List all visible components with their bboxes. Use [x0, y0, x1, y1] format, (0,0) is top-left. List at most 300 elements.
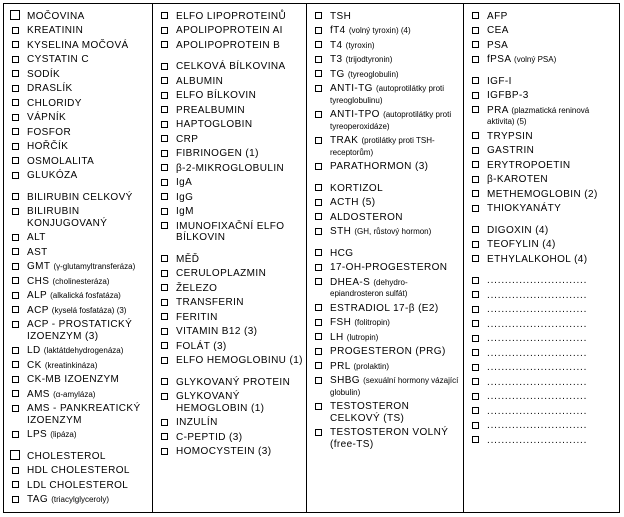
test-item-ams[interactable] — [10, 387, 150, 402]
test-item-ast[interactable] — [10, 245, 150, 260]
test-item-bilirubin-konjugovany[interactable] — [10, 205, 147, 231]
checkbox[interactable] — [12, 431, 19, 438]
test-item-ck-mb-izoenzym[interactable] — [10, 373, 150, 388]
test-item-albumin[interactable] — [159, 74, 304, 89]
test-note: (prolaktin) — [353, 361, 390, 371]
checkbox[interactable] — [12, 128, 19, 135]
test-label: PRA — [487, 104, 509, 116]
test-note: (tyroxin) — [345, 40, 375, 50]
test-item-trypsin[interactable] — [470, 129, 618, 144]
test-note: (γ-glutamyltransferáza) — [53, 262, 136, 271]
test-item-methemoglobin-2[interactable] — [470, 187, 618, 202]
test-label: KORTIZOL — [330, 182, 384, 194]
test-item-elfo-hemoglobinu-1[interactable] — [159, 354, 304, 369]
test-item-imunofixacni-elfo-bilkovin[interactable] — [159, 219, 301, 245]
checkbox[interactable] — [161, 63, 168, 70]
test-label: AMS - PANKREATICKÝ IZOENZYM — [27, 403, 141, 426]
checkbox[interactable] — [12, 41, 19, 48]
test-item-elfo-bilkovin[interactable] — [159, 89, 304, 104]
test-item-fosfor[interactable] — [10, 125, 150, 140]
checkbox[interactable] — [472, 147, 479, 154]
test-item-igm[interactable] — [159, 205, 304, 220]
test-item-igfbp-3[interactable] — [470, 89, 618, 104]
blank-line-dots: ............................ — [487, 333, 588, 344]
blank-order-line[interactable] — [470, 375, 618, 390]
test-item-ck[interactable] — [10, 358, 150, 373]
test-item-glukoza[interactable] — [10, 169, 150, 184]
checkbox[interactable] — [161, 433, 168, 440]
checkbox[interactable] — [472, 407, 479, 414]
test-item-trak[interactable] — [313, 134, 460, 160]
test-item-17-oh-progesteron[interactable] — [313, 261, 461, 276]
test-note: (alkalická fosfatáza) — [50, 291, 121, 300]
test-item-osmolalita[interactable] — [10, 154, 150, 169]
test-label: FIBRINOGEN (1) — [176, 148, 259, 159]
test-label: BILIRUBIN KONJUGOVANÝ — [27, 206, 108, 229]
test-label: AMS — [27, 388, 50, 400]
checkbox[interactable] — [315, 429, 322, 436]
test-item-fibrinogen-1[interactable] — [159, 147, 304, 162]
column-divider — [152, 4, 153, 512]
test-item-alp[interactable] — [10, 289, 150, 304]
checkbox[interactable] — [12, 347, 19, 354]
checkbox[interactable] — [315, 111, 322, 118]
blank-order-line[interactable] — [470, 303, 618, 318]
test-item-ldl-cholesterol[interactable] — [10, 478, 150, 493]
checkbox[interactable] — [12, 306, 19, 313]
checkbox[interactable] — [12, 193, 19, 200]
test-label: FOLÁT (3) — [176, 340, 227, 352]
checkbox[interactable] — [12, 292, 19, 299]
test-label: ACP — [27, 304, 49, 316]
test-item-ld[interactable] — [10, 344, 150, 359]
test-item-pra[interactable] — [470, 103, 612, 129]
test-item-acth-5[interactable] — [313, 196, 461, 211]
test-item-testosteron-volny-free-ts[interactable] — [313, 426, 460, 452]
test-label: MĚĎ — [176, 253, 200, 265]
checkbox[interactable] — [315, 377, 322, 384]
test-item-hdl-cholesterol[interactable] — [10, 464, 150, 479]
checkbox[interactable] — [315, 249, 322, 256]
checkbox[interactable] — [161, 121, 168, 128]
checkbox[interactable] — [161, 419, 168, 426]
test-item-erytropoetin[interactable] — [470, 158, 618, 173]
test-item-bilirubin-celkovy[interactable] — [10, 190, 150, 205]
checkbox[interactable] — [472, 190, 479, 197]
test-item-chloridy[interactable] — [10, 96, 150, 111]
test-item-prl[interactable] — [313, 359, 461, 374]
checkbox[interactable] — [472, 306, 479, 313]
test-item-hcg[interactable] — [313, 246, 461, 261]
test-item-tsh[interactable] — [313, 9, 461, 24]
checkbox[interactable] — [472, 277, 479, 284]
test-item-c-peptid-3[interactable] — [159, 430, 304, 445]
test-item-afp[interactable] — [470, 9, 618, 24]
test-label: IgG — [176, 191, 194, 203]
test-item-tag[interactable] — [10, 493, 150, 508]
checkbox[interactable] — [315, 304, 322, 311]
test-item-elfo-lipoproteinu[interactable] — [159, 9, 304, 24]
blank-order-line[interactable] — [470, 390, 618, 405]
test-item-vapnik[interactable] — [10, 111, 150, 126]
test-item-haptoglobin[interactable] — [159, 118, 304, 133]
checkbox[interactable] — [472, 41, 479, 48]
checkbox[interactable] — [472, 226, 479, 233]
test-item-gmt[interactable] — [10, 260, 150, 275]
checkbox[interactable] — [315, 137, 322, 144]
test-note: (kyselá fosfatáza) (3) — [51, 305, 127, 315]
checkbox[interactable] — [12, 248, 19, 255]
checkbox[interactable] — [315, 12, 322, 19]
test-item-feritin[interactable] — [159, 310, 304, 325]
test-note: (lutropin) — [346, 332, 379, 342]
test-label: DIGOXIN (4) — [487, 224, 549, 236]
checkbox[interactable] — [161, 179, 168, 186]
test-item-celkova-bilkovina[interactable] — [159, 60, 304, 75]
checkbox[interactable] — [12, 70, 19, 77]
checkbox[interactable] — [472, 349, 479, 356]
checkbox[interactable] — [12, 361, 19, 368]
test-item-shbg[interactable] — [313, 374, 460, 400]
test-label: DHEA-S — [330, 276, 371, 288]
test-label: ALP — [27, 290, 47, 301]
test-item-transferin[interactable] — [159, 296, 304, 311]
checkbox[interactable] — [12, 56, 19, 63]
test-label: APOLIPOPROTEIN B — [176, 39, 281, 51]
test-item-acp-prostaticky-izoenzym-3[interactable] — [10, 318, 147, 344]
checkbox[interactable] — [12, 390, 19, 397]
test-item-folat-3[interactable] — [159, 339, 304, 354]
test-item-gastrin[interactable] — [470, 144, 618, 159]
checkbox[interactable] — [12, 99, 19, 106]
test-note: (laktátdehydrogenáza) — [43, 346, 124, 355]
checkbox[interactable] — [161, 77, 168, 84]
checkbox[interactable] — [12, 496, 19, 503]
test-item-kortizol[interactable] — [313, 181, 461, 196]
checkbox[interactable] — [161, 255, 168, 262]
test-label: FOSFOR — [27, 126, 72, 138]
test-item-fpsa[interactable] — [470, 53, 618, 68]
test-item-testosteron-celkovy-ts[interactable] — [313, 400, 460, 426]
checkbox[interactable] — [472, 12, 479, 19]
test-label: CYSTATIN C — [27, 54, 89, 65]
checkbox[interactable] — [315, 184, 322, 191]
test-label: SHBG — [330, 375, 360, 386]
test-item-fsh[interactable] — [313, 316, 461, 331]
checkbox[interactable] — [315, 264, 322, 271]
column-divider — [463, 4, 464, 512]
checkbox[interactable] — [315, 27, 322, 34]
checkbox[interactable] — [161, 208, 168, 215]
test-item-kreatinin[interactable] — [10, 24, 150, 39]
checkbox[interactable] — [161, 299, 168, 306]
test-item-psa[interactable] — [470, 38, 618, 53]
checkbox[interactable] — [161, 41, 168, 48]
checkbox[interactable] — [161, 284, 168, 291]
group-spacer — [313, 239, 461, 246]
checkbox[interactable] — [472, 77, 479, 84]
checkbox[interactable] — [161, 92, 168, 99]
checkbox[interactable] — [12, 143, 19, 150]
test-label: TSH — [330, 10, 352, 22]
checkbox[interactable] — [12, 481, 19, 488]
test-label: HDL CHOLESTEROL — [27, 465, 130, 476]
test-item-anti-tpo[interactable] — [313, 108, 460, 134]
checkbox[interactable] — [472, 176, 479, 183]
test-item-lps[interactable] — [10, 428, 150, 443]
test-item-vitamin-b12-3[interactable] — [159, 325, 304, 340]
test-item-t4[interactable] — [313, 38, 461, 53]
test-item-igg[interactable] — [159, 190, 304, 205]
checkbox[interactable] — [161, 150, 168, 157]
test-label: SODÍK — [27, 68, 61, 80]
checkbox[interactable] — [12, 208, 19, 215]
checkbox[interactable] — [12, 157, 19, 164]
checkbox[interactable] — [315, 348, 322, 355]
test-item-prealbumin[interactable] — [159, 103, 304, 118]
test-note: (lipáza) — [50, 430, 77, 439]
blank-order-line[interactable] — [470, 274, 618, 289]
test-item-mocovina[interactable] — [10, 9, 150, 24]
checkbox[interactable] — [315, 362, 322, 369]
test-label: PSA — [487, 39, 509, 51]
test-note: (volný PSA) — [514, 55, 557, 64]
test-item-dhea-s[interactable] — [313, 275, 460, 301]
checkbox[interactable] — [161, 222, 168, 229]
test-item-2-mikroglobulin[interactable] — [159, 161, 304, 176]
test-item-iga[interactable] — [159, 176, 304, 191]
checkbox[interactable] — [315, 228, 322, 235]
test-label: fT4 — [330, 25, 346, 36]
test-label: VÁPNÍK — [27, 112, 67, 123]
checkbox[interactable] — [472, 320, 479, 327]
blank-line-dots: ............................ — [487, 347, 588, 359]
blank-order-line[interactable] — [470, 317, 618, 332]
test-note: (kreatinkináza) — [44, 360, 98, 370]
blank-order-line[interactable] — [470, 346, 618, 361]
checkbox[interactable] — [161, 393, 168, 400]
test-note: (cholinesteráza) — [52, 276, 110, 286]
checkbox[interactable] — [472, 161, 479, 168]
test-label: LDL CHOLESTEROL — [27, 479, 129, 491]
checkbox[interactable] — [315, 70, 322, 77]
checkbox[interactable] — [10, 450, 20, 460]
test-label: ESTRADIOL 17-β (E2) — [330, 302, 439, 314]
test-note: (autoprotilátky proti tyreoperoxidáze) — [330, 110, 452, 131]
checkbox[interactable] — [472, 393, 479, 400]
test-item-lh[interactable] — [313, 330, 461, 345]
checkbox[interactable] — [315, 213, 322, 220]
blank-order-line[interactable] — [470, 404, 618, 419]
column-4 — [470, 9, 618, 448]
checkbox[interactable] — [472, 436, 479, 443]
test-item-digoxin-4[interactable] — [470, 223, 618, 238]
checkbox[interactable] — [161, 357, 168, 364]
checkbox[interactable] — [12, 405, 19, 412]
checkbox[interactable] — [12, 27, 19, 34]
test-item-cholesterol[interactable] — [10, 449, 150, 464]
test-label: TESTOSTERON CELKOVÝ (TS) — [330, 401, 410, 424]
test-item-apolipoprotein-b[interactable] — [159, 38, 304, 53]
checkbox[interactable] — [472, 205, 479, 212]
test-item-teofylin-4[interactable] — [470, 238, 618, 253]
checkbox[interactable] — [472, 241, 479, 248]
checkbox[interactable] — [161, 12, 168, 19]
blank-order-line[interactable] — [470, 288, 618, 303]
checkbox[interactable] — [472, 106, 479, 113]
test-label: IMUNOFIXAČNÍ ELFO BÍLKOVIN — [176, 220, 285, 243]
test-label: β-2-MIKROGLOBULIN — [176, 162, 285, 174]
test-item-glykovany-hemoglobin-1[interactable] — [159, 390, 301, 416]
test-item-ethylalkohol-4[interactable] — [470, 252, 618, 267]
checkbox[interactable] — [12, 172, 19, 179]
test-label: IGF-I — [487, 75, 512, 87]
test-item-cea[interactable] — [470, 24, 618, 39]
test-label: CEA — [487, 25, 509, 36]
test-item-progesteron-prg[interactable] — [313, 345, 461, 360]
checkbox[interactable] — [161, 193, 168, 200]
checkbox[interactable] — [472, 255, 479, 262]
checkbox[interactable] — [12, 277, 19, 284]
blank-line-dots: ............................ — [487, 376, 588, 388]
test-item-acp[interactable] — [10, 303, 150, 318]
test-label: CRP — [176, 133, 199, 145]
test-label: ANTI-TG — [330, 83, 373, 94]
test-note: (autoprotilátky proti tyreoglobulinu) — [330, 84, 445, 105]
checkbox[interactable] — [12, 376, 19, 383]
test-label: TESTOSTERON VOLNÝ (free-TS) — [330, 427, 449, 450]
test-item-sth[interactable] — [313, 225, 461, 240]
blank-order-line[interactable] — [470, 361, 618, 376]
test-label: 17-OH-PROGESTERON — [330, 262, 448, 273]
checkbox[interactable] — [315, 319, 322, 326]
blank-line-dots: ............................ — [487, 289, 588, 301]
checkbox[interactable] — [161, 378, 168, 385]
test-item-aldosteron[interactable] — [313, 210, 461, 225]
checkbox[interactable] — [315, 333, 322, 340]
group-spacer — [470, 267, 618, 274]
test-note: (trijodtyronin) — [345, 55, 393, 64]
test-item-thiokyanaty[interactable] — [470, 202, 618, 217]
test-item-chs[interactable] — [10, 274, 150, 289]
test-item-ft4[interactable] — [313, 24, 461, 39]
checkbox[interactable] — [315, 56, 322, 63]
test-label: ALBUMIN — [176, 75, 224, 87]
checkbox[interactable] — [472, 422, 479, 429]
checkbox[interactable] — [315, 403, 322, 410]
group-spacer — [10, 183, 150, 190]
checkbox[interactable] — [472, 27, 479, 34]
test-item-inzulin[interactable] — [159, 416, 304, 431]
blank-order-line[interactable] — [470, 419, 618, 434]
test-item-alt[interactable] — [10, 231, 150, 246]
checkbox[interactable] — [161, 328, 168, 335]
checkbox[interactable] — [315, 85, 322, 92]
checkbox[interactable] — [161, 448, 168, 455]
checkbox[interactable] — [161, 342, 168, 349]
checkbox[interactable] — [12, 263, 19, 270]
test-item-med[interactable] — [159, 252, 304, 267]
checkbox[interactable] — [161, 135, 168, 142]
test-item-parathormon-3[interactable] — [313, 160, 461, 175]
checkbox[interactable] — [161, 164, 168, 171]
test-label: CK — [27, 359, 42, 371]
checkbox[interactable] — [472, 378, 479, 385]
test-note: (plazmatická reninová aktivita) (5) — [487, 105, 590, 126]
test-item-homocystein-3[interactable] — [159, 445, 304, 460]
checkbox[interactable] — [161, 313, 168, 320]
test-item-crp[interactable] — [159, 132, 304, 147]
test-item-apolipoprotein-ai[interactable] — [159, 24, 304, 39]
test-item-draslik[interactable] — [10, 82, 150, 97]
test-label: CHS — [27, 275, 50, 287]
test-label: LH — [330, 331, 344, 343]
test-item-horcik[interactable] — [10, 140, 150, 155]
test-label: PROGESTERON (PRG) — [330, 346, 446, 357]
test-item-zelezo[interactable] — [159, 281, 304, 296]
blank-order-line[interactable] — [470, 332, 618, 347]
test-label: fPSA — [487, 54, 511, 65]
checkbox[interactable] — [315, 163, 322, 170]
test-label: VITAMIN B12 (3) — [176, 326, 258, 337]
test-item-karoten[interactable] — [470, 173, 618, 188]
checkbox[interactable] — [315, 199, 322, 206]
blank-order-line[interactable] — [470, 433, 618, 448]
blank-line-dots: ............................ — [487, 405, 588, 417]
checkbox[interactable] — [12, 234, 19, 241]
test-item-ams-pankreaticky-izoenzym[interactable] — [10, 402, 147, 428]
checkbox[interactable] — [472, 364, 479, 371]
checkbox[interactable] — [161, 270, 168, 277]
test-label: ELFO LIPOPROTEINŮ — [176, 10, 287, 22]
checkbox[interactable] — [12, 321, 19, 328]
checkbox[interactable] — [12, 85, 19, 92]
checkbox[interactable] — [472, 335, 479, 342]
test-item-ceruloplazmin[interactable] — [159, 267, 304, 282]
test-item-tg[interactable] — [313, 67, 461, 82]
test-item-glykovany-protein[interactable] — [159, 375, 304, 390]
test-item-kyselina-mocova[interactable] — [10, 38, 150, 53]
checkbox[interactable] — [472, 291, 479, 298]
checkbox[interactable] — [161, 106, 168, 113]
checkbox[interactable] — [315, 41, 322, 48]
test-item-estradiol-17-e2[interactable] — [313, 301, 461, 316]
test-item-t3[interactable] — [313, 53, 461, 68]
checkbox[interactable] — [472, 56, 479, 63]
checkbox[interactable] — [12, 114, 19, 121]
test-label: AST — [27, 246, 48, 258]
test-item-sodik[interactable] — [10, 67, 150, 82]
test-label: LD — [27, 345, 41, 356]
test-label: ELFO HEMOGLOBINU (1) — [176, 355, 303, 366]
test-item-anti-tg[interactable] — [313, 82, 460, 108]
test-label: KYSELINA MOČOVÁ — [27, 39, 129, 51]
checkbox[interactable] — [10, 10, 20, 20]
checkbox[interactable] — [315, 278, 322, 285]
test-label: ETHYLALKOHOL (4) — [487, 253, 588, 265]
checkbox[interactable] — [161, 27, 168, 34]
checkbox[interactable] — [12, 467, 19, 474]
test-label: CELKOVÁ BÍLKOVINA — [176, 61, 286, 72]
test-label: HOMOCYSTEIN (3) — [176, 446, 272, 457]
test-label: IgA — [176, 177, 193, 188]
checkbox[interactable] — [472, 132, 479, 139]
test-label: ACP - PROSTATICKÝ IZOENZYM (3) — [27, 319, 133, 342]
test-item-igf-i[interactable] — [470, 74, 618, 89]
test-item-cystatin-c[interactable] — [10, 53, 150, 68]
checkbox[interactable] — [472, 92, 479, 99]
test-label: PRL — [330, 360, 351, 372]
